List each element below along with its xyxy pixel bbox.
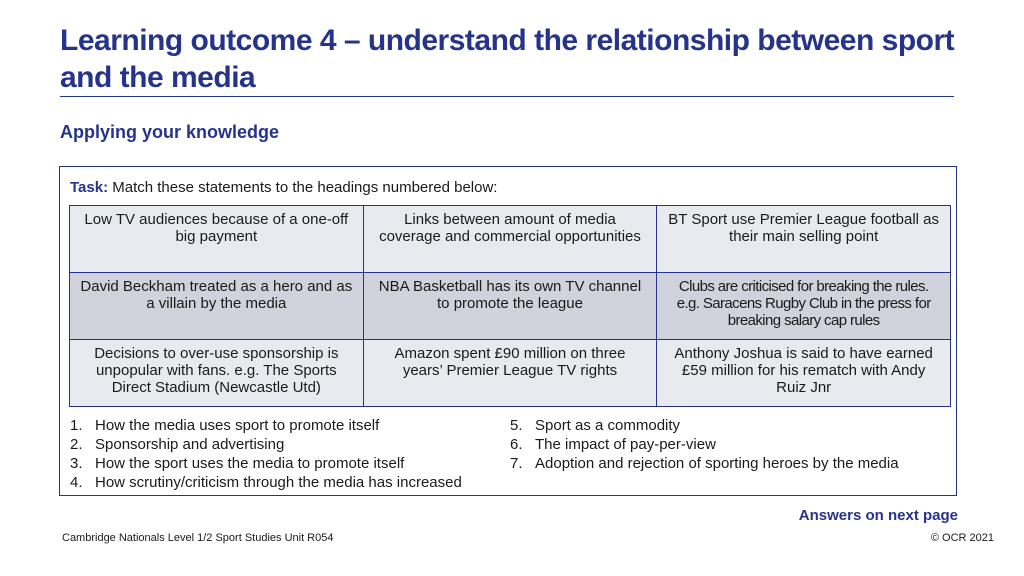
- heading-text: Sponsorship and advertising: [95, 436, 285, 453]
- heading-item: [510, 416, 950, 435]
- task-instruction: [70, 179, 497, 196]
- headings-list-right: [510, 416, 950, 473]
- heading-text: How the media uses sport to promote itself: [95, 417, 380, 434]
- section-subtitle: Applying your knowledge: [60, 122, 280, 142]
- statement-cell: BT Sport use Premier League football as their main selling point: [657, 206, 951, 273]
- title-divider: [60, 96, 954, 97]
- heading-number: 1.: [70, 417, 83, 434]
- footer-course: Cambridge Nationals Level 1/2 Sport Studies Unit R054: [62, 532, 334, 544]
- heading-text: How the sport uses the media to promote itself: [95, 455, 405, 472]
- answers-note: Answers on next page: [798, 507, 958, 524]
- heading-item: [510, 435, 950, 454]
- table-row: [70, 340, 951, 407]
- heading-number: 5.: [510, 417, 523, 434]
- heading-text: The impact of pay-per-view: [535, 436, 716, 453]
- statement-cell: NBA Basketball has its own TV channel to promote the league: [363, 273, 657, 340]
- statement-cell: Anthony Joshua is said to have earned £59 million for his rematch with Andy Ruiz Jnr: [657, 340, 951, 407]
- heading-text: Adoption and rejection of sporting heroes by the media: [535, 455, 899, 472]
- heading-number: 4.: [70, 474, 83, 491]
- heading-item: [70, 416, 510, 435]
- heading-item: [70, 454, 510, 473]
- statement-cell: Clubs are criticised for breaking the rules. e.g. Saracens Rugby Club in the press for breaking salary cap rules: [657, 273, 951, 340]
- footer-copyright: © OCR 2021: [930, 532, 994, 544]
- task-label: Task:: [70, 179, 109, 196]
- heading-item: [70, 473, 510, 492]
- statement-cell: Low TV audiences because of a one-off big payment: [70, 206, 364, 273]
- statement-cell: Links between amount of media coverage and commercial opportunities: [363, 206, 657, 273]
- heading-number: 6.: [510, 436, 523, 453]
- page-title: Learning outcome 4 – understand the relationship between sport and the media: [60, 24, 955, 94]
- heading-number: 7.: [510, 455, 523, 472]
- table-row: [70, 206, 951, 273]
- heading-text: How scrutiny/criticism through the media has increased: [95, 474, 462, 491]
- heading-number: 2.: [70, 436, 83, 453]
- statement-cell: David Beckham treated as a hero and as a villain by the media: [70, 273, 364, 340]
- heading-item: [510, 454, 950, 473]
- table-row: [70, 273, 951, 340]
- heading-item: [70, 435, 510, 454]
- heading-number: 3.: [70, 455, 83, 472]
- statements-table: [69, 205, 951, 407]
- headings-list-left: [70, 416, 510, 492]
- task-box: [59, 166, 957, 496]
- task-text: Match these statements to the headings numbered below:: [108, 179, 498, 196]
- statement-cell: Decisions to over-use sponsorship is unpopular with fans. e.g. The Sports Direct Stadium (Newcastle Utd): [70, 340, 364, 407]
- heading-text: Sport as a commodity: [535, 417, 681, 434]
- statement-cell: Amazon spent £90 million on three years’ Premier League TV rights: [363, 340, 657, 407]
